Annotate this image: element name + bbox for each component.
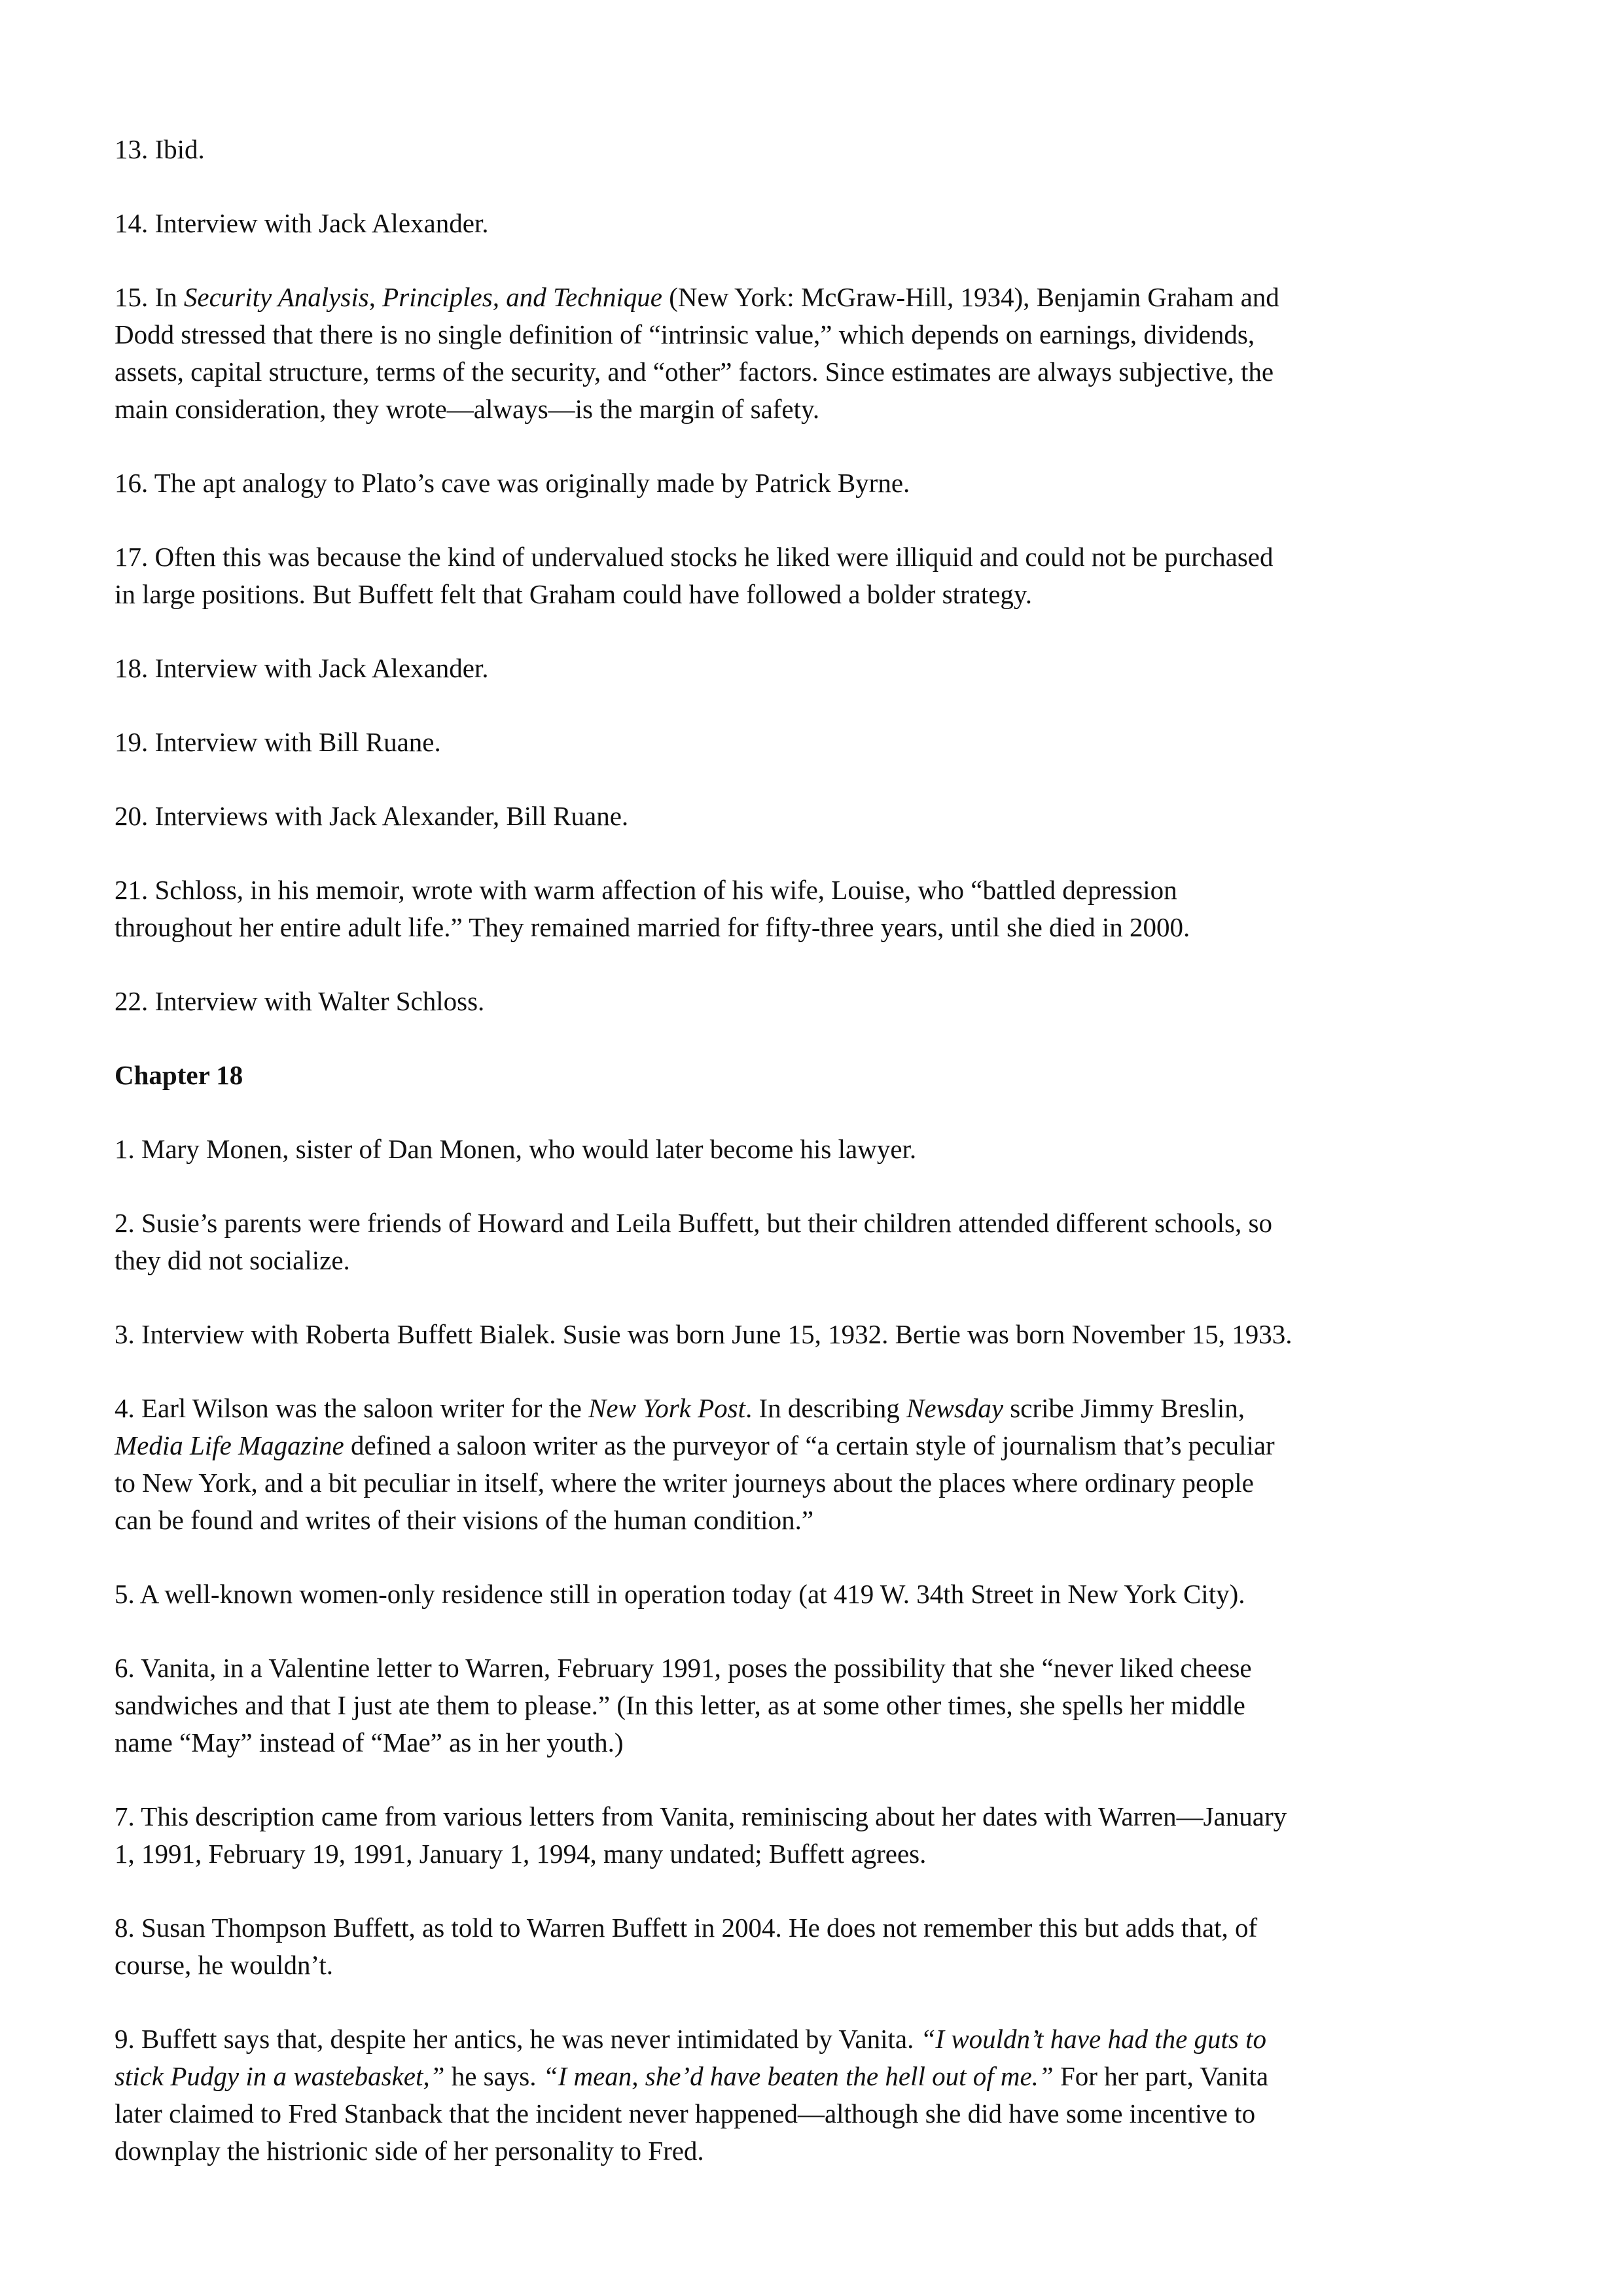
chapter-note-7-line-2: 1, 1991, February 19, 1991, January 1, 1994, many undated; Buffett agrees. (115, 1839, 927, 1869)
endnote-15-text: 15. In (115, 282, 184, 312)
chapter-note-4-text: . In describing (745, 1393, 906, 1423)
endnote-15-text: (New York: McGraw-Hill, 1934), Benjamin Graham and (662, 282, 1279, 312)
chapter-note-9-line-4: downplay the histrionic side of her personality to Fred. (115, 2136, 704, 2166)
chapter-note-7-line-1: 7. This description came from various letters from Vanita, reminiscing about her dates with Warren—January (115, 1801, 1287, 1831)
chapter-note-4-line-2 (115, 1427, 1275, 1465)
endnote-19: 19. Interview with Bill Ruane. (115, 727, 441, 757)
chapter-note-5: 5. A well-known women-only residence still in operation today (at 419 W. 34th Street in New York City). (115, 1579, 1245, 1609)
chapter-note-4-text: scribe Jimmy Breslin, (1003, 1393, 1245, 1423)
endnote-15-line-1 (115, 279, 1279, 317)
chapter-note-4-text: defined a saloon writer as the purveyor of “a certain style of journalism that’s peculiar (344, 1430, 1275, 1460)
endnote-15-line-2: Dodd stressed that there is no single definition of “intrinsic value,” which depends on earnings, dividends, (115, 319, 1255, 349)
chapter-note-6-line-1: 6. Vanita, in a Valentine letter to Warren, February 1991, poses the possibility that she “never liked cheese (115, 1653, 1252, 1683)
endnote-14: 14. Interview with Jack Alexander. (115, 208, 489, 238)
chapter-note-9-text: he says. (444, 2061, 543, 2091)
endnote-18: 18. Interview with Jack Alexander. (115, 653, 489, 683)
endnote-16: 16. The apt analogy to Plato’s cave was originally made by Patrick Byrne. (115, 468, 910, 498)
book-title: Security Analysis, Principles, and Technique (183, 282, 662, 312)
chapter-note-6-line-3: name “May” instead of “Mae” as in her youth.) (115, 1727, 624, 1757)
endnote-20: 20. Interviews with Jack Alexander, Bill Ruane. (115, 801, 629, 831)
quotation: “I wouldn’t have had the guts to (920, 2024, 1267, 2054)
chapter-heading: Chapter 18 (115, 1060, 243, 1090)
chapter-note-4-line-1 (115, 1390, 1245, 1428)
chapter-note-4-line-4: can be found and writes of their visions of the human condition.” (115, 1505, 814, 1535)
endnote-13: 13. Ibid. (115, 134, 205, 164)
chapter-note-9-line-3: later claimed to Fred Stanback that the incident never happened—although she did have some incentive to (115, 2098, 1256, 2128)
endnote-17-line-2: in large positions. But Buffett felt that Graham could have followed a bolder strategy. (115, 579, 1033, 609)
endnote-15-line-3: assets, capital structure, terms of the security, and “other” factors. Since estimates are always subjective, the (115, 357, 1274, 387)
chapter-note-3: 3. Interview with Roberta Buffett Bialek. Susie was born June 15, 1932. Bertie was born November 15, 1933. (115, 1319, 1293, 1349)
publication-title: New York Post (588, 1393, 746, 1423)
chapter-note-6-line-2: sandwiches and that I just ate them to please.” (In this letter, as at some other times, she spells her middle (115, 1690, 1245, 1720)
chapter-note-9-line-1 (115, 2021, 1266, 2058)
publication-title: Media Life Magazine (115, 1430, 344, 1460)
chapter-note-2-line-1: 2. Susie’s parents were friends of Howard and Leila Buffett, but their children attended different schools, so (115, 1208, 1272, 1238)
chapter-note-8-line-1: 8. Susan Thompson Buffett, as told to Warren Buffett in 2004. He does not remember this but adds that, of (115, 1913, 1258, 1943)
chapter-note-9-line-2 (115, 2058, 1268, 2096)
quotation: stick Pudgy in a wastebasket,” (115, 2061, 445, 2091)
chapter-note-4-text: 4. Earl Wilson was the saloon writer for the (115, 1393, 589, 1423)
endnote-15-line-4: main consideration, they wrote—always—is the margin of safety. (115, 394, 820, 424)
endnote-22: 22. Interview with Walter Schloss. (115, 986, 485, 1016)
endnote-17-line-1: 17. Often this was because the kind of undervalued stocks he liked were illiquid and could not be purchased (115, 542, 1274, 572)
chapter-note-1: 1. Mary Monen, sister of Dan Monen, who would later become his lawyer. (115, 1134, 917, 1164)
publication-title: Newsday (906, 1393, 1004, 1423)
chapter-note-2-line-2: they did not socialize. (115, 1245, 350, 1275)
endnote-21-line-2: throughout her entire adult life.” They remained married for fifty-three years, until she died in 2000. (115, 912, 1190, 942)
endnote-21-line-1: 21. Schloss, in his memoir, wrote with warm affection of his wife, Louise, who “battled depression (115, 875, 1177, 905)
quotation: “I mean, she’d have beaten the hell out of me.” (543, 2061, 1054, 2091)
chapter-note-8-line-2: course, he wouldn’t. (115, 1950, 334, 1980)
chapter-note-4-line-3: to New York, and a bit peculiar in itself, where the writer journeys about the places where ordinary people (115, 1468, 1254, 1498)
chapter-note-9-text: 9. Buffett says that, despite her antics, he was never intimidated by Vanita. (115, 2024, 921, 2054)
chapter-note-9-text: For her part, Vanita (1053, 2061, 1269, 2091)
